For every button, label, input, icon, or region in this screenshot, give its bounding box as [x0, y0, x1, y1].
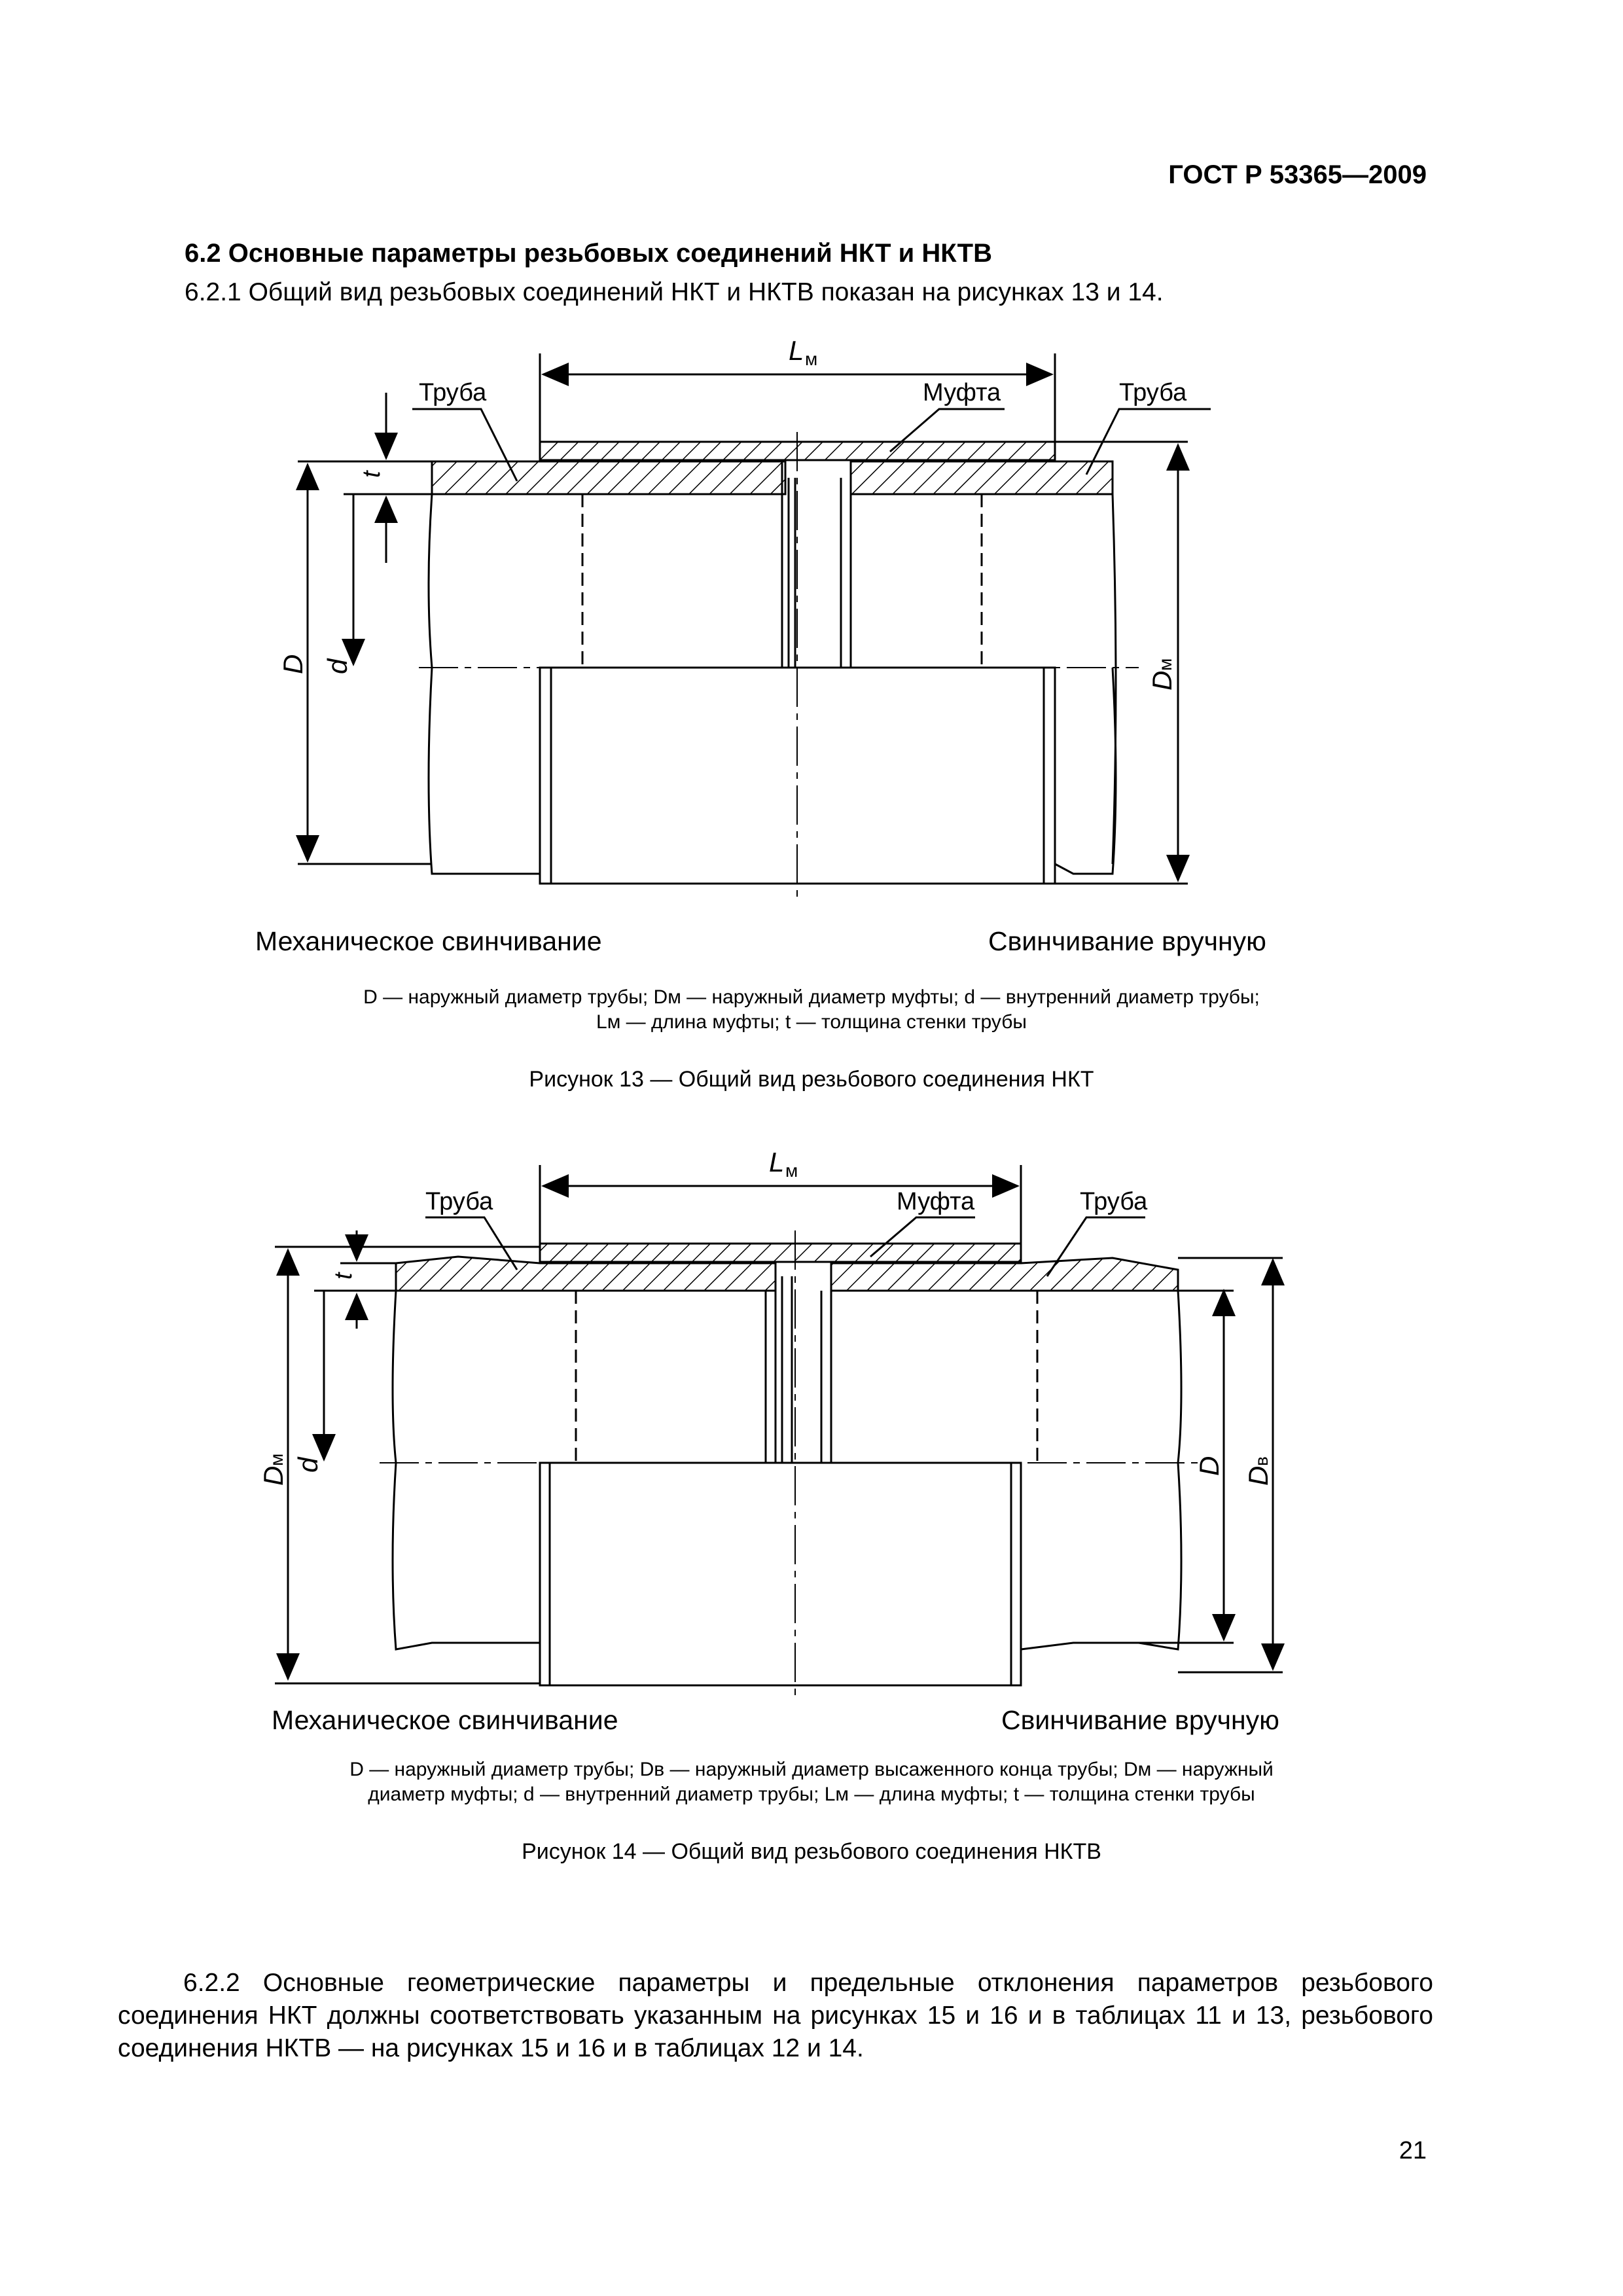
fig13-t-dim: t [358, 471, 385, 478]
fig14-caption: Рисунок 14 — Общий вид резьбового соединения НКТВ [522, 1839, 1101, 1864]
fig13-L-sub: м [805, 349, 818, 369]
fig14-L-dim: L [769, 1147, 785, 1177]
fig14-Dm-sub: м [266, 1453, 287, 1466]
fig14-t-dim: t [330, 1272, 357, 1280]
fig13-pipe-left-label: Труба [419, 379, 487, 406]
page-number: 21 [1399, 2137, 1427, 2164]
intro-paragraph: 6.2.1 Общий вид резьбовых соединений НКТ и НКТВ показан на рисунках 13 и 14. [185, 278, 1164, 306]
fig13-coupling-label: Муфта [923, 379, 1001, 406]
fig14-L-sub: м [785, 1160, 798, 1181]
fig13-D-dim: D [277, 654, 308, 674]
figure-13-drawing [0, 327, 1623, 916]
fig13-Dm-sub: м [1155, 658, 1175, 671]
fig14-pipe-left-label: Труба [425, 1188, 493, 1215]
fig13-Dm-dim: D [1147, 670, 1177, 691]
body-paragraph: 6.2.2 Основные геометрические параметры и предельные отклонения параметров резьбового соединения НКТ должны соответствовать указанным на рисунках 15 и 16 и в таблицах 11 и 13, резьбового соединения НКТВ — на рисунках 15 и 16 и в таблицах 12 и 14. [118, 1969, 1433, 2062]
fig14-pipe-right-label: Труба [1080, 1188, 1148, 1215]
fig13-legend [255, 985, 1368, 1035]
fig14-Dm-dim: D [258, 1465, 289, 1486]
fig14-Dv-dim: D [1243, 1465, 1274, 1486]
fig14-coupling-label: Муфта [897, 1188, 975, 1215]
section-heading: 6.2 Основные параметры резьбовых соединений НКТ и НКТВ [185, 239, 992, 268]
standard-code: ГОСТ Р 53365—2009 [1168, 160, 1427, 189]
fig14-mechanical-caption: Механическое свинчивание [272, 1705, 618, 1735]
fig14-legend [255, 1757, 1368, 1807]
fig13-mechanical-caption: Механическое свинчивание [255, 926, 602, 956]
fig14-Dv-sub: в [1251, 1456, 1272, 1466]
fig13-pipe-right-label: Труба [1119, 379, 1187, 406]
fig13-legend-line1: D — наружный диаметр трубы; Dм — наружный диаметр муфты; d — внутренний диаметр трубы; [363, 986, 1260, 1008]
fig13-manual-caption: Свинчивание вручную [988, 926, 1266, 956]
fig14-d-dim: d [293, 1457, 323, 1473]
fig13-d-dim: d [322, 658, 353, 674]
fig13-legend-line2: Lм — длина муфты; t — толщина стенки трубы [596, 1011, 1027, 1033]
fig13-L-dim: L [789, 335, 804, 366]
fig13-caption: Рисунок 13 — Общий вид резьбового соединения НКТ [529, 1067, 1094, 1092]
figure-14-drawing [0, 1139, 1623, 1715]
fig14-legend-line2: диаметр муфты; d — внутренний диаметр трубы; Lм — длина муфты; t — толщина стенки трубы [368, 1784, 1255, 1805]
fig14-legend-line1: D — наружный диаметр трубы; Dв — наружный диаметр высаженного конца трубы; Dм — наружный [349, 1759, 1274, 1780]
fig14-D-dim: D [1194, 1456, 1224, 1476]
fig14-manual-caption: Свинчивание вручную [1001, 1705, 1279, 1735]
